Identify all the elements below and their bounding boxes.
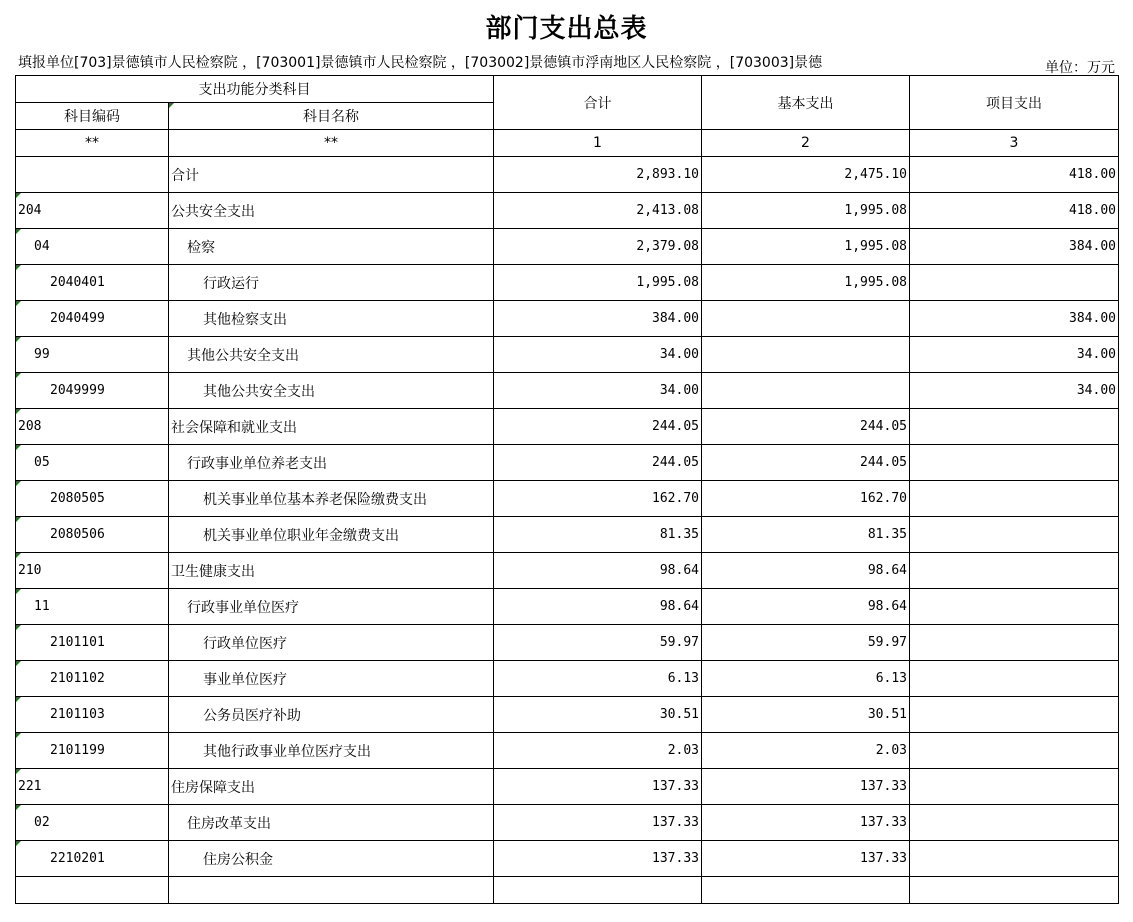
- row-total: 384.00: [494, 301, 702, 337]
- header-total: 合计: [494, 76, 702, 130]
- row-name: 其他行政事业单位医疗支出: [169, 733, 494, 769]
- table-row: [16, 589, 1119, 625]
- header-project: 项目支出: [910, 76, 1119, 130]
- row-basic: 137.33: [702, 841, 910, 877]
- row-basic: [702, 373, 910, 409]
- row-total: 6.13: [494, 661, 702, 697]
- table-row: [16, 733, 1119, 769]
- row-total: 59.97: [494, 625, 702, 661]
- row-total: 137.33: [494, 841, 702, 877]
- row-basic: 1,995.08: [702, 229, 910, 265]
- row-code: 2101199: [16, 733, 169, 769]
- table-row: [16, 265, 1119, 301]
- unit-label: 单位：万元: [1045, 60, 1115, 76]
- row-project: 34.00: [910, 337, 1119, 373]
- row-code: 2101101: [16, 625, 169, 661]
- row-code: 2049999: [16, 373, 169, 409]
- row-basic: 244.05: [702, 445, 910, 481]
- header-name-marker: **: [169, 130, 494, 157]
- row-code: 2080505: [16, 481, 169, 517]
- row-total: 30.51: [494, 697, 702, 733]
- header-col-1: 1: [494, 130, 702, 157]
- table-row: [16, 625, 1119, 661]
- table-row: [16, 373, 1119, 409]
- header-col-2: 2: [702, 130, 910, 157]
- row-project: [910, 265, 1119, 301]
- row-basic: 137.33: [702, 805, 910, 841]
- row-code: 208: [16, 409, 169, 445]
- row-total: 2,413.08: [494, 193, 702, 229]
- row-code: 210: [16, 553, 169, 589]
- table-row: [16, 193, 1119, 229]
- expenditure-table: [15, 75, 1119, 904]
- row-project: [910, 517, 1119, 553]
- header-col-3: 3: [910, 130, 1119, 157]
- row-total: 244.05: [494, 409, 702, 445]
- row-name: 行政事业单位养老支出: [169, 445, 494, 481]
- row-total: 2,893.10: [494, 157, 702, 193]
- row-code: 02: [16, 805, 169, 841]
- blank-cell: [702, 877, 910, 904]
- row-name: 机关事业单位职业年金缴费支出: [169, 517, 494, 553]
- row-basic: 81.35: [702, 517, 910, 553]
- row-name: 行政运行: [169, 265, 494, 301]
- fill-unit-text: 填报单位[703]景德镇市人民检察院 ，[703001]景德镇市人民检察院 ，[703002]景德镇市浮南地区人民检察院 ，[703003]景德: [18, 55, 823, 71]
- row-name: 公共安全支出: [169, 193, 494, 229]
- row-project: 384.00: [910, 229, 1119, 265]
- row-name: 行政单位医疗: [169, 625, 494, 661]
- header-code-marker: **: [16, 130, 169, 157]
- row-name: 检察: [169, 229, 494, 265]
- blank-cell: [16, 877, 169, 904]
- row-total: 137.33: [494, 805, 702, 841]
- table-row: [16, 841, 1119, 877]
- row-name: 卫生健康支出: [169, 553, 494, 589]
- row-name: 公务员医疗补助: [169, 697, 494, 733]
- row-total: 98.64: [494, 589, 702, 625]
- row-name: 社会保障和就业支出: [169, 409, 494, 445]
- row-name: 其他公共安全支出: [169, 373, 494, 409]
- row-code: 2080506: [16, 517, 169, 553]
- row-total: 244.05: [494, 445, 702, 481]
- table-row: [16, 337, 1119, 373]
- row-project: 34.00: [910, 373, 1119, 409]
- table-row: [16, 445, 1119, 481]
- blank-cell: [910, 877, 1119, 904]
- row-name: 行政事业单位医疗: [169, 589, 494, 625]
- table-row: [16, 697, 1119, 733]
- row-code: 221: [16, 769, 169, 805]
- row-project: [910, 481, 1119, 517]
- row-total: 2,379.08: [494, 229, 702, 265]
- row-project: [910, 661, 1119, 697]
- row-project: [910, 805, 1119, 841]
- row-basic: 98.64: [702, 589, 910, 625]
- row-total: 81.35: [494, 517, 702, 553]
- row-total: 34.00: [494, 373, 702, 409]
- row-name: 事业单位医疗: [169, 661, 494, 697]
- table-row: [16, 769, 1119, 805]
- row-code: 2040499: [16, 301, 169, 337]
- row-basic: 98.64: [702, 553, 910, 589]
- header-name: 科目名称: [169, 103, 494, 130]
- row-project: [910, 625, 1119, 661]
- table-row: [16, 157, 1119, 193]
- row-code: [16, 157, 169, 193]
- row-project: 384.00: [910, 301, 1119, 337]
- row-name: 合计: [169, 157, 494, 193]
- row-basic: 1,995.08: [702, 265, 910, 301]
- blank-row: [16, 877, 1119, 904]
- row-code: 11: [16, 589, 169, 625]
- row-project: [910, 733, 1119, 769]
- header-category-group: 支出功能分类科目: [16, 76, 494, 103]
- row-basic: 2,475.10: [702, 157, 910, 193]
- table-row: [16, 481, 1119, 517]
- row-project: [910, 697, 1119, 733]
- row-name: 其他公共安全支出: [169, 337, 494, 373]
- row-name: 其他检察支出: [169, 301, 494, 337]
- blank-cell: [169, 877, 494, 904]
- row-project: [910, 589, 1119, 625]
- row-total: 137.33: [494, 769, 702, 805]
- row-basic: 30.51: [702, 697, 910, 733]
- row-name: 住房改革支出: [169, 805, 494, 841]
- table-row: [16, 409, 1119, 445]
- row-name: 机关事业单位基本养老保险缴费支出: [169, 481, 494, 517]
- table-row: [16, 301, 1119, 337]
- header-code: 科目编码: [16, 103, 169, 130]
- row-project: 418.00: [910, 193, 1119, 229]
- row-project: [910, 553, 1119, 589]
- row-project: [910, 409, 1119, 445]
- row-basic: 1,995.08: [702, 193, 910, 229]
- row-basic: [702, 337, 910, 373]
- row-code: 2210201: [16, 841, 169, 877]
- page-title: 部门支出总表: [485, 14, 648, 44]
- row-basic: 162.70: [702, 481, 910, 517]
- row-basic: 2.03: [702, 733, 910, 769]
- row-name: 住房保障支出: [169, 769, 494, 805]
- row-basic: 137.33: [702, 769, 910, 805]
- row-code: 2101102: [16, 661, 169, 697]
- row-project: 418.00: [910, 157, 1119, 193]
- table-row: [16, 517, 1119, 553]
- row-total: 34.00: [494, 337, 702, 373]
- row-code: 204: [16, 193, 169, 229]
- row-basic: 244.05: [702, 409, 910, 445]
- table-row: [16, 553, 1119, 589]
- row-basic: [702, 301, 910, 337]
- row-code: 99: [16, 337, 169, 373]
- table-row: [16, 229, 1119, 265]
- row-code: 05: [16, 445, 169, 481]
- row-total: 98.64: [494, 553, 702, 589]
- row-name: 住房公积金: [169, 841, 494, 877]
- row-basic: 59.97: [702, 625, 910, 661]
- row-code: 04: [16, 229, 169, 265]
- table-row: [16, 661, 1119, 697]
- blank-cell: [494, 877, 702, 904]
- header-basic: 基本支出: [702, 76, 910, 130]
- row-project: [910, 769, 1119, 805]
- row-code: 2040401: [16, 265, 169, 301]
- row-total: 162.70: [494, 481, 702, 517]
- row-project: [910, 445, 1119, 481]
- row-code: 2101103: [16, 697, 169, 733]
- row-total: 1,995.08: [494, 265, 702, 301]
- row-total: 2.03: [494, 733, 702, 769]
- row-basic: 6.13: [702, 661, 910, 697]
- table-row: [16, 805, 1119, 841]
- row-project: [910, 841, 1119, 877]
